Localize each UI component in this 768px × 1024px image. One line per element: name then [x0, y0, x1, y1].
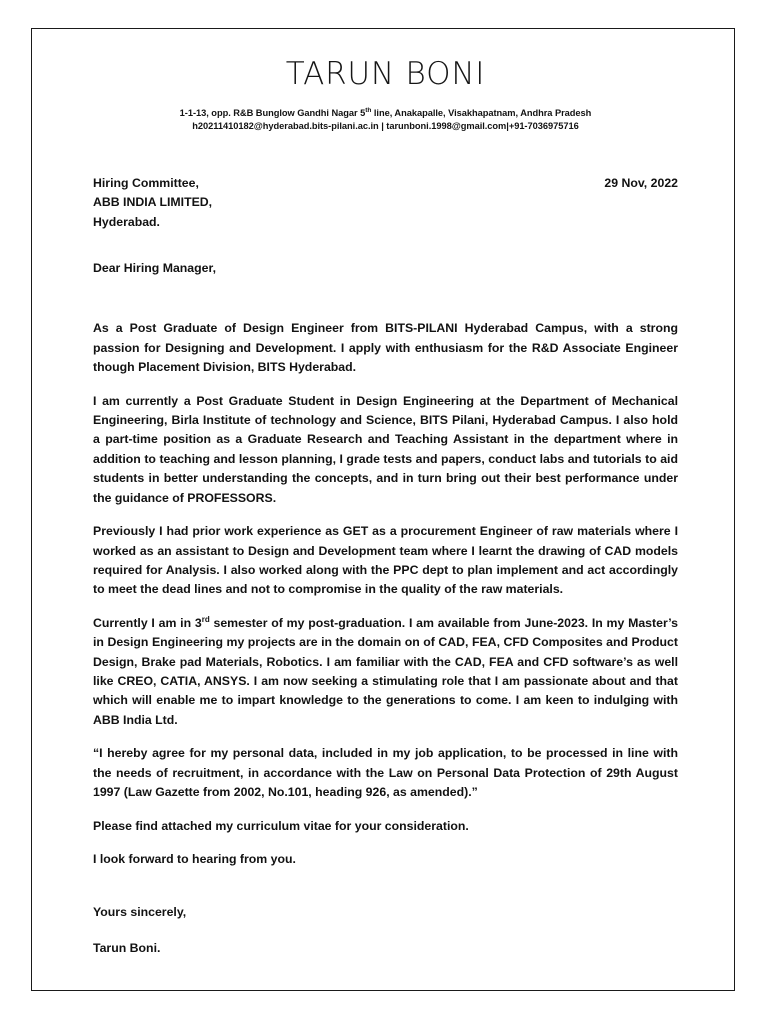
signature-name: Tarun Boni.	[93, 940, 161, 955]
address-text: 1-1-13, opp. R&B Bunglow Gandhi Nagar 5	[179, 107, 366, 118]
letter-body	[93, 319, 678, 869]
semester-ordinal-suffix: rd	[201, 614, 210, 624]
recipient-line-2: ABB INDIA LIMITED,	[93, 195, 213, 210]
recipient-line-1: Hiring Committee,	[93, 175, 199, 190]
paragraph-3: Previously I had prior work experience as GET as a procurement Engineer of raw materials where I worked as an assistant to Design and Development team where I learnt the drawing of CAD models required for Analysis. I also worked along with the PPC dept to plan implement and act accordingly to meet the dead lines and not to compromise in the quality of the raw materials.	[93, 524, 678, 597]
salutation: Dear Hiring Manager,	[93, 261, 217, 276]
paragraph-4-start: Currently I am in 3	[93, 615, 202, 630]
letter-date: 29 Nov, 2022	[604, 175, 678, 190]
paragraph-4	[93, 614, 678, 731]
paragraph-6-attachment-note: Please find attached my curriculum vitae for your consideration.	[93, 818, 469, 833]
recipient-line-3: Hyderabad.	[93, 215, 160, 230]
paragraph-7-closing-note: I look forward to hearing from you.	[93, 852, 296, 866]
email-phone-line: h20211410182@hyderabad.bits-pilani.ac.in | tarunboni.1998@gmail.com|+91-7036975716	[192, 121, 579, 132]
document-page-border	[31, 28, 735, 991]
letter-closing	[93, 903, 678, 957]
paragraph-2: I am currently a Post Graduate Student in Design Engineering at the Department of Mechanical Engineering, Birla Institute of technology and Science, BITS Pilani, Hyderabad Campus. I also hold a part-time position as a Graduate Research and Teaching Assistant in the department where in addition to teaching and lesson planning, I grade tests and papers, conduct labs and tutorials to aid students in better understanding the concepts, and in turn bring out their best performance under the guidance of PROFESSORS.	[93, 393, 678, 505]
recipient-address	[93, 174, 212, 234]
sign-off: Yours sincerely,	[93, 905, 187, 920]
address-ordinal-suffix: th	[365, 106, 372, 114]
document-content	[93, 51, 678, 974]
paragraph-4-rest: semester of my post-graduation. I am available from June-2023. In my Master’s in Design Engineering my projects are in the domain on of CAD, FEA, CFD Composites and Product Design, Brake pad Materials, Robotics. I am familiar with the CAD, FEA and CFD software’s as well like CREO, CATIA, ANSYS. I am now seeking a stimulating role that I am passionate about and that which will enable me to impart knowledge to the generations to come. I am keen to indulging with ABB India Ltd.	[93, 615, 678, 727]
contact-header	[93, 107, 678, 134]
address-line	[93, 107, 678, 120]
paragraph-5-consent-quote: “I hereby agree for my personal data, included in my job application, to be processed in line with the needs of recruitment, in accordance with the Law on Personal Data Protection of 29th August 1997 (Law Gazette from 2002, No.101, heading 926, as amended).”	[93, 746, 678, 800]
recipient-date-row	[93, 174, 678, 234]
paragraph-1: As a Post Graduate of Design Engineer from BITS-PILANI Hyderabad Campus, with a strong passion for Designing and Development. I apply with enthusiasm for the R&D Associate Engineer though Placement Division, BITS Hyderabad.	[93, 321, 678, 375]
address-text-rest: line, Anakapalle, Visakhapatnam, Andhra Pradesh	[371, 107, 592, 118]
page-title: TARUN BONI	[285, 56, 486, 92]
